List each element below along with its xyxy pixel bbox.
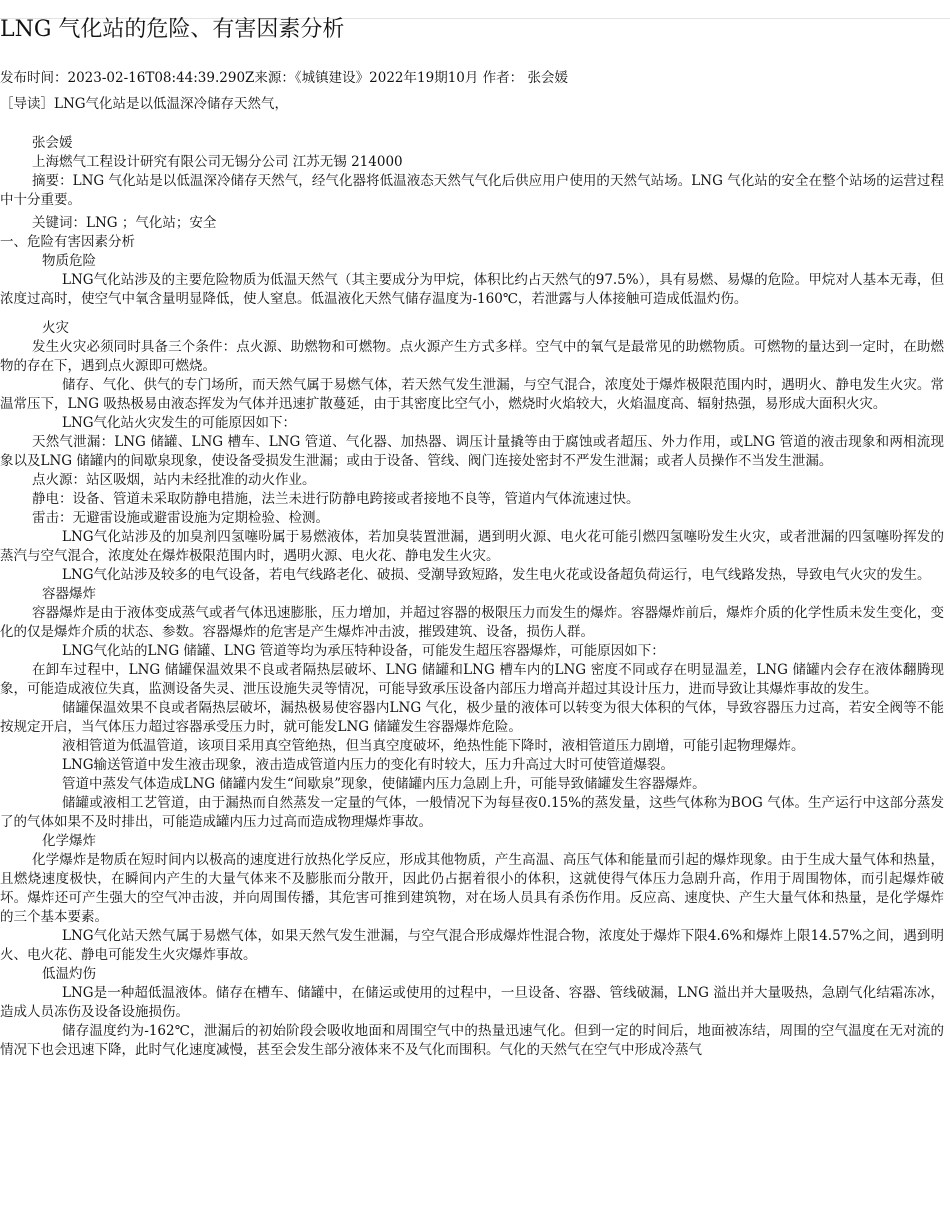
paragraph: 化学爆炸是物质在短时间内以极高的速度进行放热化学反应，形成其他物质，产生高温、高压气体和能量而引起的爆炸现象。由于生成大量气体和热量，且燃烧速度极快，在瞬间内产生的大量气体来不及膨胀而分散开，因此仍占据着很小的体积，这就使得气体压力急剧升高，作用于周围物体，而引起爆炸破坏。爆炸还可产生强大的空气冲击波，并向周围传播，其危害可推到建筑物，对在场人员具有杀伤作用。反应高、速度快、产生大量气体和热量，是化学爆炸的三个基本要素。 <box>0 852 944 925</box>
paragraph: 点火源：站区吸烟，站内未经批准的动火作业。 <box>32 472 316 488</box>
paragraph: 天然气泄漏：LNG 储罐、LNG 槽车、LNG 管道、气化器、加热器、调压计量撬等由于腐蚀或者超压、外力作用，或LNG 管道的液击现象和两相流现象以及LNG 储罐内的间歇泉现象，使设备受损发生泄漏；或由于设备、管线、阀门连接处密封不严发生泄漏；或者人员操作不当发生泄漏。 <box>0 434 944 469</box>
paragraph: 储存、气化、供气的专门场所，而天然气属于易燃气体，若天然气发生泄漏，与空气混合，浓度处于爆炸极限范围内时，遇明火、静电发生火灾。常温常压下，LNG 吸热极易由液态挥发为气体并迅速扩散蔓延，由于其密度比空气小，燃烧时火焰较大，火焰温度高、辐射热强，易形成大面积火灾。 <box>0 377 944 412</box>
subsection-heading: 火灾 <box>42 320 69 336</box>
article-body <box>0 134 944 1060</box>
page-title: LNG 气化站的危险、有害因素分析 <box>0 17 345 42</box>
subsection-heading: 容器爆炸 <box>42 586 96 602</box>
section-heading: 一、危险有害因素分析 <box>0 234 135 250</box>
paragraph: 储罐保温效果不良或者隔热层破坏，漏热极易使容器内LNG 气化，极少量的液体可以转变为很大体积的气体，导致容器压力过高，若安全阀等不能按规定开启，当气体压力超过容器承受压力时，就可能发LNG 储罐发生容器爆炸危险。 <box>0 700 944 735</box>
subsection-heading: 低温灼伤 <box>42 966 96 982</box>
paragraph: LNG气化站涉及的主要危险物质为低温天然气（其主要成分为甲烷，体积比约占天然气的97.5%），具有易燃、易爆的危险。甲烷对人基本无毒，但浓度过高时，使空气中氧含量明显降低，使人窒息。低温液化天然气储存温度为-160℃，若泄露与人体接触可造成低温灼伤。 <box>0 272 944 307</box>
author-name: 张会媛 <box>32 135 73 151</box>
paragraph: LNG气化站涉及较多的电气设备，若电气线路老化、破损、受潮导致短路，发生电火花或设备超负荷运行，电气线路发热，导致电气火灾的发生。 <box>62 567 931 583</box>
paragraph: 雷击：无避雷设施或避雷设施为定期检验、检测。 <box>32 510 329 526</box>
paragraph: 发生火灾必须同时具备三个条件：点火源、助燃物和可燃物。点火源产生方式多样。空气中的氧气是最常见的助燃物质。可燃物的量达到一定时，在助燃物的存在下，遇到点火源即可燃烧。 <box>0 339 944 374</box>
abstract: 摘要：LNG 气化站是以低温深冷储存天然气，经气化器将低温液态天然气气化后供应用户使用的天然气站场。LNG 气化站的安全在整个站场的运营过程中十分重要。 <box>0 173 944 208</box>
keywords: 关键词：LNG ；气化站；安全 <box>32 215 217 231</box>
article-lead: ［导读］LNG气化站是以低温深冷储存天然气， <box>0 96 289 112</box>
paragraph: 储罐或液相工艺管道，由于漏热而自然蒸发一定量的气体，一般情况下为每昼夜0.15%的蒸发量，这些气体称为BOG 气体。生产运行中这部分蒸发了的气体如果不及时排出，可能造成罐内压力过高而造成物理爆炸事故。 <box>0 795 944 830</box>
paragraph: 静电：设备、管道未采取防静电措施，法兰未进行防静电跨接或者接地不良等，管道内气体流速过快。 <box>32 491 640 507</box>
paragraph: LNG气化站火灾发生的可能原因如下： <box>62 415 297 431</box>
paragraph: LNG是一种超低温液体。储存在槽车、储罐中，在储运或使用的过程中，一旦设备、容器、管线破漏，LNG 溢出并大量吸热，急剧气化结霜冻冰，造成人员冻伤及设备设施损伤。 <box>0 985 944 1020</box>
paragraph: 在卸车过程中，LNG 储罐保温效果不良或者隔热层破坏、LNG 储罐和LNG 槽车内的LNG 密度不同或存在明显温差，LNG 储罐内会存在液体翻腾现象，可能造成液位失真，监测设备失灵、泄压设施失灵等情况，可能导致承压设备内部压力增高并超过其设计压力，进而导致让其爆炸事故的发生。 <box>0 662 944 697</box>
paragraph: LNG输送管道中发生液击现象，液击造成管道内压力的变化有时较大，压力升高过大时可使管道爆裂。 <box>62 757 675 773</box>
paragraph: 液相管道为低温管道，该项目采用真空管绝热，但当真空度破坏，绝热性能下降时，液相管道压力剧增，可能引起物理爆炸。 <box>62 738 805 754</box>
paragraph: 储存温度约为-162℃，泄漏后的初始阶段会吸收地面和周围空气中的热量迅速气化。但到一定的时间后，地面被冻结，周围的空气温度在无对流的情况下也会迅速下降，此时气化速度减慢，甚至会发生部分液体来不及气化而围积。气化的天然气在空气中形成冷蒸气 <box>0 1023 944 1058</box>
paragraph: 管道中蒸发气体造成LNG 储罐内发生“间歇泉”现象，使储罐内压力急剧上升，可能导致储罐发生容器爆炸。 <box>62 776 706 792</box>
subsection-heading: 化学爆炸 <box>42 833 96 849</box>
paragraph: LNG气化站的LNG 储罐、LNG 管道等均为承压特种设备，可能发生超压容器爆炸，可能原因如下： <box>62 643 665 659</box>
subsection-heading: 物质危险 <box>42 253 96 269</box>
article-meta: 发布时间：2023-02-16T08:44:39.290Z来源：《城镇建设》2022年19期10月 作者： 张会媛 <box>0 70 568 86</box>
author-affiliation: 上海燃气工程设计研究有限公司无锡分公司 江苏无锡 214000 <box>32 154 403 170</box>
paragraph: LNG气化站天然气属于易燃气体，如果天然气发生泄漏，与空气混合形成爆炸性混合物，浓度处于爆炸下限4.6%和爆炸上限14.57%之间，遇到明火、电火花、静电可能发生火灾爆炸事故。 <box>0 928 944 963</box>
paragraph: 容器爆炸是由于液体变成蒸气或者气体迅速膨胀，压力增加，并超过容器的极限压力而发生的爆炸。容器爆炸前后，爆炸介质的化学性质未发生变化，变化的仅是爆炸介质的状态、参数。容器爆炸的危害是产生爆炸冲击波，摧毁建筑、设备，损伤人群。 <box>0 605 944 640</box>
paragraph: LNG气化站涉及的加臭剂四氢噻吩属于易燃液体，若加臭装置泄漏，遇到明火源、电火花可能引燃四氢噻吩发生火灾，或者泄漏的四氢噻吩挥发的蒸汽与空气混合，浓度处在爆炸极限范围内时，遇明火源、电火花、静电发生火灾。 <box>0 529 944 564</box>
